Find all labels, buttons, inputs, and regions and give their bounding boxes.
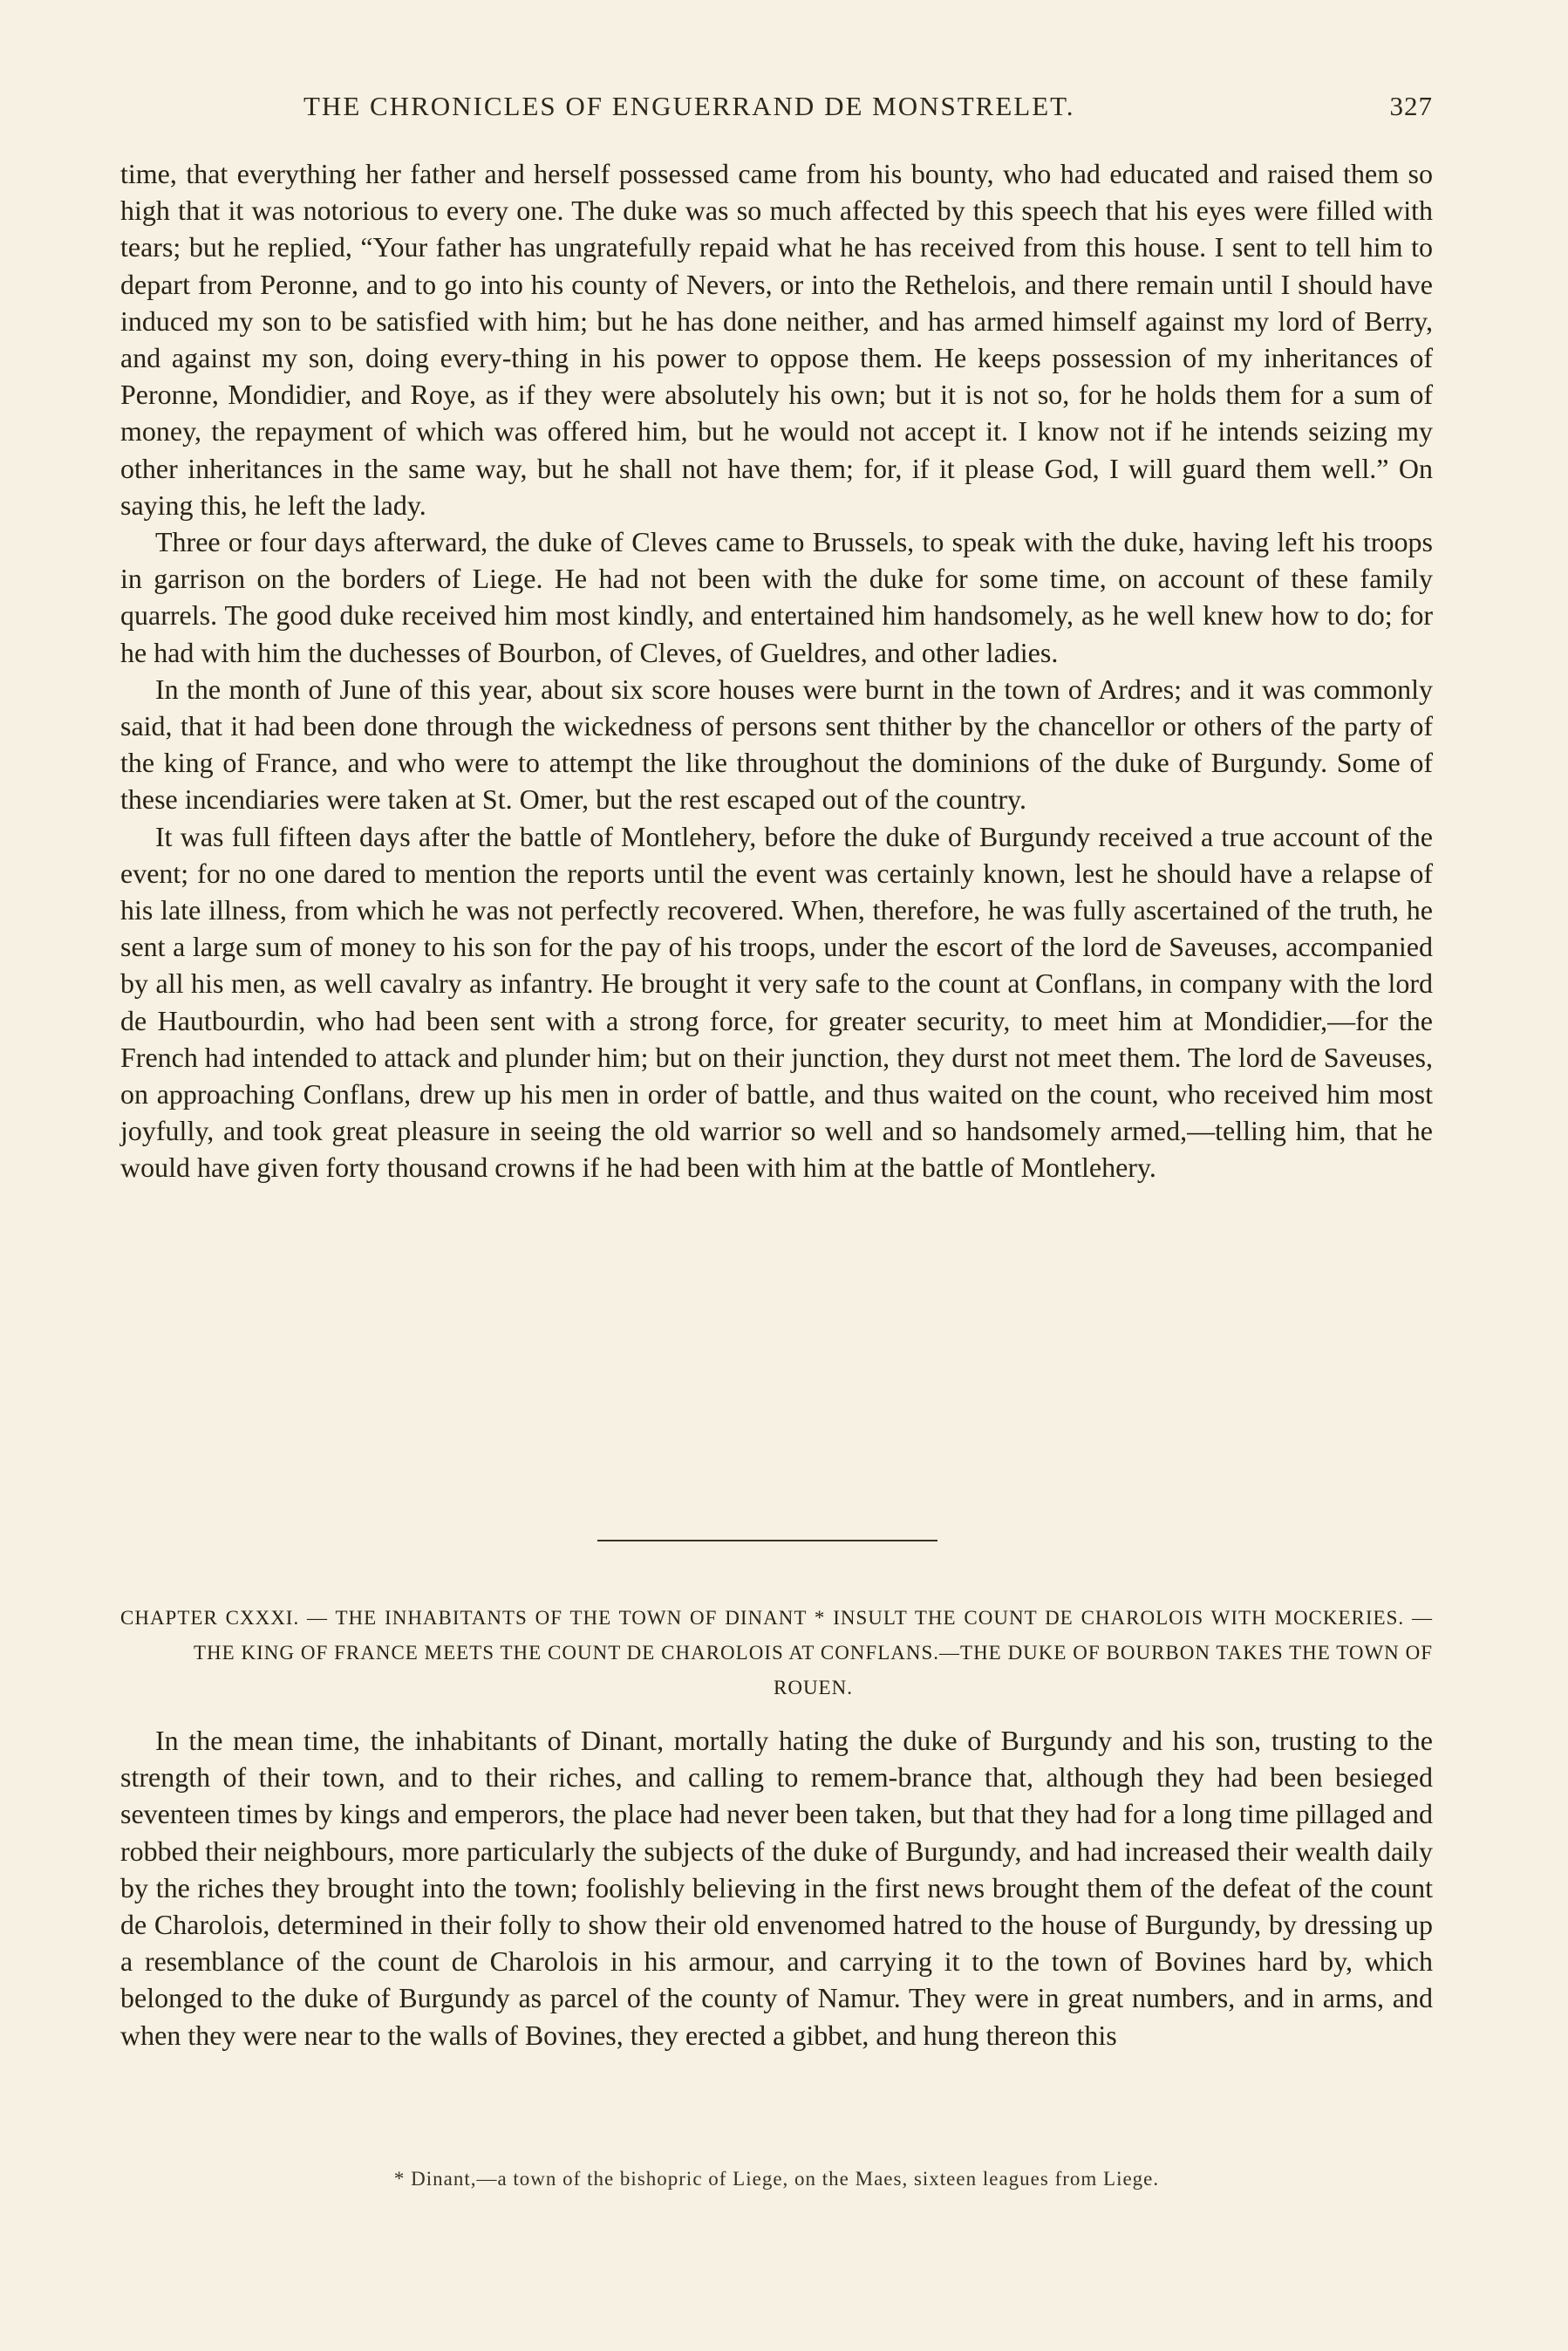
main-text — [120, 155, 1433, 1186]
footnote: * Dinant,—a town of the bishopric of Liege, on the Maes, sixteen leagues from Liege. — [393, 2168, 1160, 2190]
chapter-heading-text: CHAPTER CXXXI. — THE INHABITANTS OF THE TOWN OF DINANT * INSULT THE COUNT DE CHAROLOIS WITH MOCKERIES. — THE KING OF FRANCE MEETS THE COUNT DE CHAROLOIS AT CONFLANS.—THE DUKE OF BOURBON TAKES THE TOWN OF ROUEN. — [120, 1607, 1433, 1698]
paragraph: In the month of June of this year, about six score houses were burnt in the town of Ardres; and it was commonly said, that it had been done through the wickedness of persons sent thither by the chancellor or others of the party of the king of France, and who were to attempt the like throughout the dominions of the duke of Burgundy. Some of these incendiaries were taken at St. Omer, but the rest escaped out of the country. — [120, 673, 1433, 816]
paragraph: Three or four days afterward, the duke of Cleves came to Brussels, to speak with the duke, having left his troops in garrison on the borders of Liege. He had not been with the duke for some time, on account of these family quarrels. The good duke received him most kindly, and entertained him handsomely, as he well knew how to do; for he had with him the duchesses of Bourbon, of Cleves, of Gueldres, and other ladies. — [120, 526, 1433, 668]
paragraph: time, that everything her father and herself possessed came from his bounty, who had educated and raised them so high that it was notorious to every one. The duke was so much affected by this speech that his eyes were filled with tears; but he replied, “Your father has ungratefully repaid what he has received from this house. I sent to tell him to depart from Peronne, and to go into his county of Nevers, or into the Rethelois, and there remain until I should have induced my son to be satisfied with him; but he has done neither, and has armed himself against my lord of Berry, and against my son, doing every-thing in his power to oppose them. He keeps possession of my inheritances of Peronne, Mondidier, and Roye, as if they were absolutely his own; but it is not so, for he holds them for a sum of money, the repayment of which was offered him, but he would not accept it. I know not if he intends seizing my other inheritances in the same way, but he shall not have them; for, if it please God, I will guard them well.” On saying this, he left the lady. — [120, 158, 1433, 521]
chapter-paragraph: In the mean time, the inhabitants of Dinant, mortally hating the duke of Burgundy and his son, trusting to the strength of their town, and to their riches, and calling to remem-brance that, although they had been besieged seventeen times by kings and emperors, the place had never been taken, but that they had for a long time pillaged and robbed their neighbours, more particularly the subjects of the duke of Burgundy, and had increased their wealth daily by the riches they brought into the town; foolishly believing in the first news brought them of the defeat of the count de Charolois, determined in their folly to show their old envenomed hatred to the house of Burgundy, by dressing up a resemblance of the count de Charolois in his armour, and carrying it to the town of Bovines hard by, which belonged to the duke of Burgundy as parcel of the county of Namur. They were in great numbers, and in arms, and when they were near to the walls of Bovines, they erected a gibbet, and hung thereon this — [120, 1725, 1433, 2051]
running-title: THE CHRONICLES OF ENGUERRAND DE MONSTRELET. — [303, 91, 1075, 121]
chapter-text — [120, 1722, 1433, 2054]
paragraph: It was full fifteen days after the battle of Montlehery, before the duke of Burgundy received a true account of the event; for no one dared to mention the reports until the event was certainly known, lest he should have a relapse of his late illness, from which he was not perfectly recovered. When, therefore, he was fully ascertained of the truth, he sent a large sum of money to his son for the pay of his troops, under the escort of the lord de Saveuses, accompanied by all his men, as well cavalry as infantry. He brought it very safe to the count at Conflans, in company with the lord de Hautbourdin, who had been sent with a strong force, for greater security, to meet him at Mondidier,—for the French had intended to attack and plunder him; but on their junction, they durst not meet them. The lord de Saveuses, on approaching Conflans, drew up his men in order of battle, and thus waited on the count, who received him most joyfully, and took great pleasure in seeing the old warrior so well and so handsomely armed,—telling him, that he would have given forty thousand crowns if he had been with him at the battle of Montlehery. — [120, 820, 1433, 1184]
section-divider — [597, 1540, 937, 1541]
chapter-heading — [120, 1601, 1433, 1705]
page-number: 327 — [1389, 91, 1433, 121]
running-header — [120, 91, 1433, 134]
